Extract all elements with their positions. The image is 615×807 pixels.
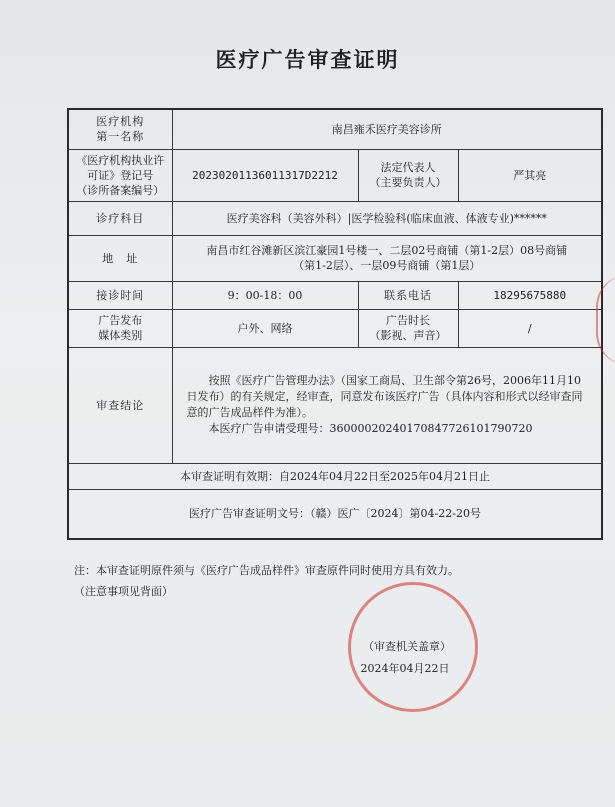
license-number: 20230201136011317D2212 xyxy=(172,149,358,201)
duration-value: / xyxy=(458,309,602,347)
conclusion-body xyxy=(172,347,602,463)
acceptance-number: 本医疗广告申请受理号：36000020240170847726101790720 xyxy=(208,422,533,435)
address-value: 南昌市红谷滩新区滨江豪园1号楼一、二层02号商铺（第1-2层）08号商铺 （第1-2层）、一层09号商铺（第1层） xyxy=(172,235,602,281)
address-label: 地 址 xyxy=(68,235,172,281)
license-label: 《医疗机构执业许 可证》登记号 （诊所备案编号） xyxy=(68,149,172,201)
dept-value: 医疗美容科（美容外科）|医学检验科(临床血液、体液专业)****** xyxy=(172,201,602,235)
media-value: 户外、网络 xyxy=(172,309,358,347)
dept-label: 诊疗科目 xyxy=(68,201,172,235)
conclusion-text: 按照《医疗广告管理办法》（国家工商局、卫生部令第26号，2006年11月10日发布）的有关规定，经审查，同意发布该医疗广告（具体内容和形式以经审查同意的广告成品样件为准）。 xyxy=(186,374,583,419)
note-line-1: 注：本审查证明原件须与《医疗广告成品样件》审查原件同时使用方具有效力。 xyxy=(74,564,459,577)
phone-value: 18295675880 xyxy=(458,281,602,309)
authority-stamp-label: （审查机关盖章） xyxy=(363,640,451,653)
validity-row: 本审查证明有效期：自2024年04月22日至2025年04月21日止 xyxy=(68,463,602,489)
note-line-2: （注意事项见背面） xyxy=(74,585,173,598)
legal-rep-name: 严其亮 xyxy=(458,149,602,201)
hours-label: 接诊时间 xyxy=(68,281,172,309)
sign-date: 2024年04月22日 xyxy=(360,662,450,675)
media-label: 广告发布 媒体类别 xyxy=(68,309,172,347)
duration-label: 广告时长 （影视、声音） xyxy=(358,309,458,347)
document-title: 医疗广告审查证明 xyxy=(215,47,400,72)
org-label: 医疗机构 第一名称 xyxy=(68,109,172,149)
org-name: 南昌雍禾医疗美容诊所 xyxy=(172,109,602,149)
legal-rep-label: 法定代表人 （主要负责人） xyxy=(358,149,458,201)
cert-number-row: 医疗广告审查证明文号：（赣）医广〔2024〕第04-22-20号 xyxy=(68,489,602,539)
phone-label: 联系电话 xyxy=(358,281,458,309)
hours-value: 9：00-18：00 xyxy=(172,281,358,309)
conclusion-label: 审查结论 xyxy=(68,347,172,463)
certificate-table xyxy=(67,108,603,540)
